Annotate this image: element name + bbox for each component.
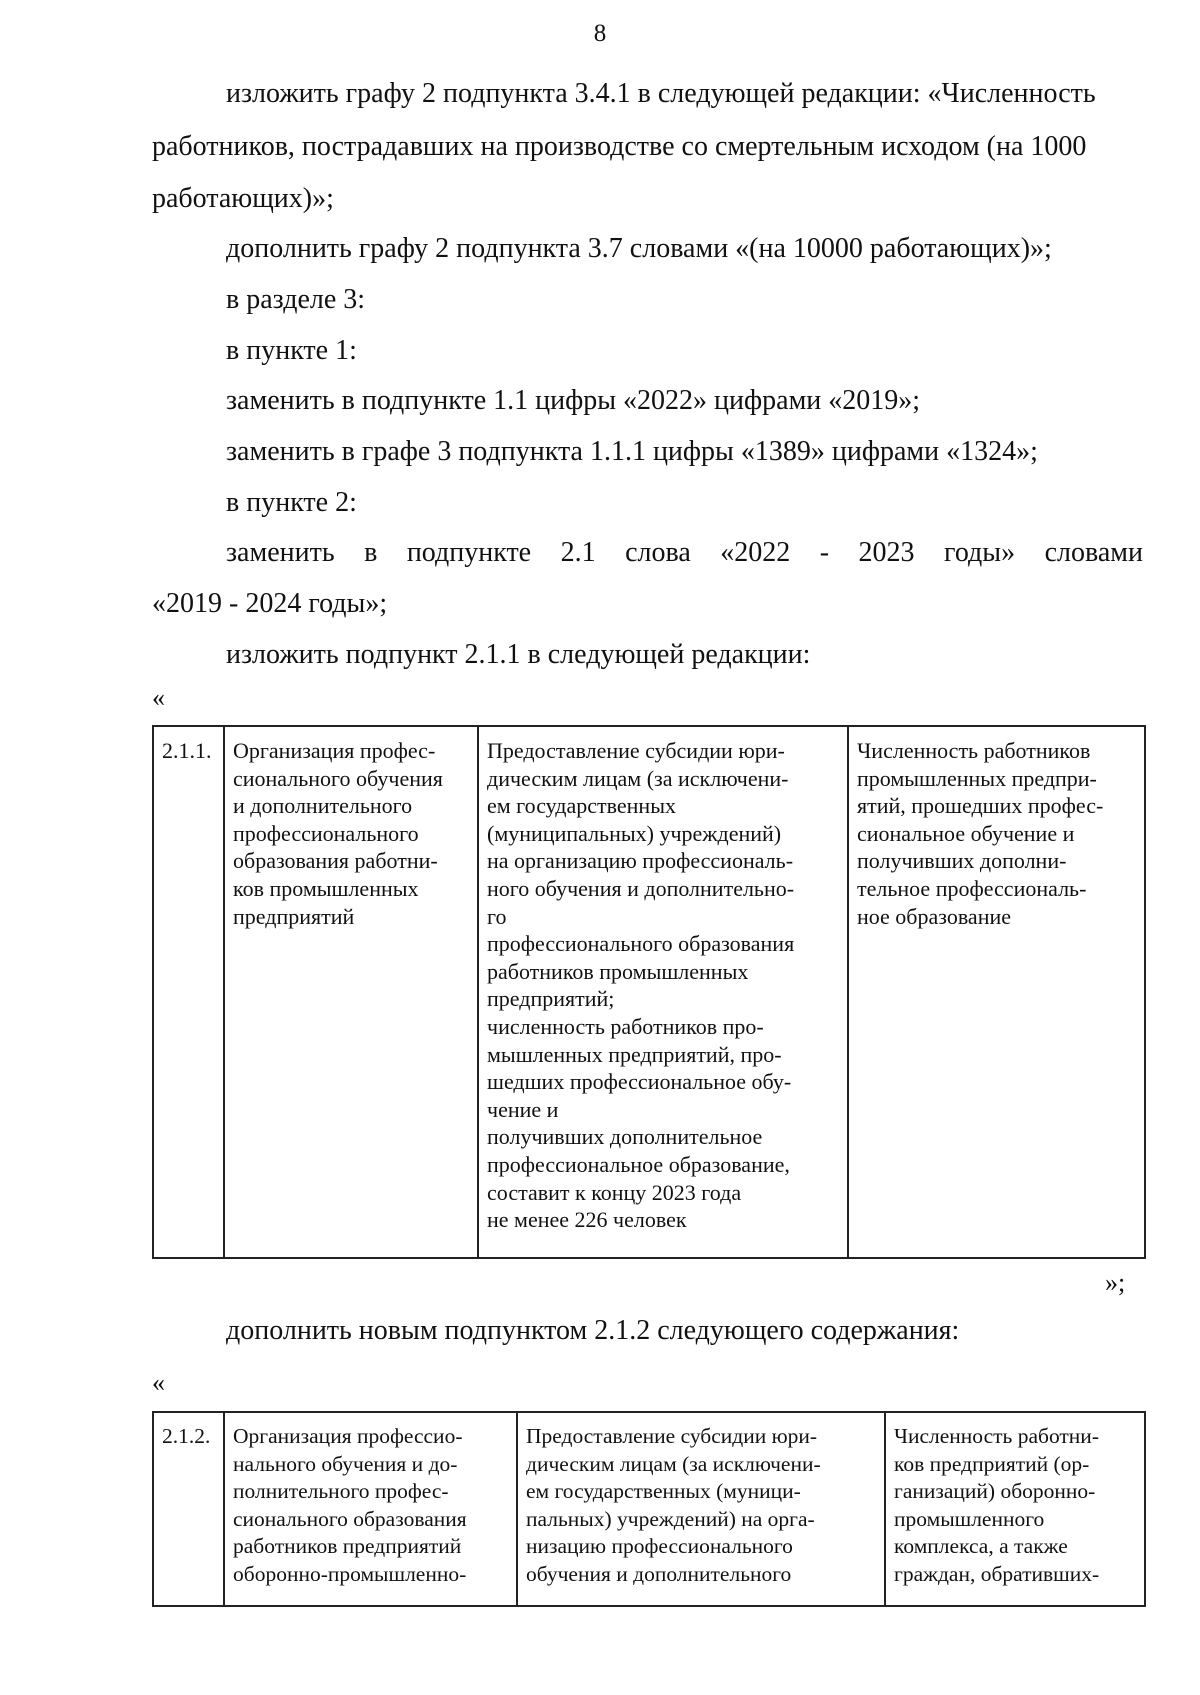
- indicator-cell: Численность работни- ков предприятий (ор- ганизаций) оборонно- промышленного комплекса, а также граждан, обративших-: [885, 1412, 1145, 1606]
- word: подпункте: [406, 537, 532, 568]
- paragraph: в пункте 2:: [226, 487, 357, 518]
- paragraph-line: работников, пострадавших на производстве со смертельным исходом (на 1000: [152, 131, 1087, 162]
- word: годы»: [944, 537, 1016, 568]
- word: слова: [625, 537, 691, 568]
- opening-quote: «: [152, 1368, 165, 1397]
- paragraph: в разделе 3:: [226, 284, 366, 315]
- opening-quote: «: [152, 683, 165, 712]
- paragraph: заменить в подпункте 1.1 цифры «2022» цифрами «2019»;: [226, 385, 921, 416]
- closing-quote: »;: [1105, 1268, 1126, 1297]
- activity-cell: Организация профес- сионального обучения и дополнительного профессионального образования работни- ков промышленных предприятий: [224, 726, 478, 1258]
- word: в: [364, 537, 378, 568]
- paragraph-line: «2019 - 2024 годы»;: [152, 588, 388, 619]
- indicator-cell: Численность работников промышленных предпри- ятий, прошедших профес- сиональное обучение и получивших дополни- тельное профессиональ- ное образование: [848, 726, 1145, 1258]
- word: 2023: [858, 537, 915, 568]
- word: заменить: [226, 537, 335, 568]
- description-cell: Предоставление субсидии юри- дическим лицам (за исключени- ем государственных (муниципальных) учреждений) на организацию профессиональ- ного обучения и дополнительно- го профессионального образования работников промышленных предприятий; численность работников про- мышленных предприятий, про- шедших профессиональное обу- чение и получивших дополнительное профессиональное образование, составит к концу 2023 года не менее 226 человек: [478, 726, 848, 1258]
- subitem-table-2-1-2: [152, 1411, 1146, 1607]
- table-row: [153, 726, 1145, 1258]
- word: -: [819, 537, 830, 568]
- activity-cell: Организация профессио- нального обучения и до- полнительного профес- сионального образования работников предприятий оборонно-промышленно-: [224, 1412, 517, 1606]
- row-number-cell: 2.1.2.: [153, 1412, 224, 1606]
- paragraph-line: изложить графу 2 подпункта 3.4.1 в следующей редакции: «Численность: [226, 78, 1096, 109]
- word: 2.1: [560, 537, 596, 568]
- paragraph: изложить подпункт 2.1.1 в следующей редакции:: [226, 639, 811, 670]
- subitem-table-2-1-1: [152, 725, 1146, 1259]
- paragraph: заменить в графе 3 подпункта 1.1.1 цифры «1389» цифрами «1324»;: [226, 436, 1038, 467]
- paragraph: дополнить графу 2 подпункта 3.7 словами «(на 10000 работающих)»;: [226, 233, 1052, 264]
- paragraph-line: работающих)»;: [152, 183, 334, 214]
- row-number-cell: 2.1.1.: [153, 726, 224, 1258]
- paragraph: дополнить новым подпунктом 2.1.2 следующего содержания:: [226, 1315, 960, 1346]
- justified-line: [226, 536, 1143, 570]
- word: «2022: [720, 537, 791, 568]
- paragraph: в пункте 1:: [226, 335, 357, 366]
- table-row: [153, 1412, 1145, 1606]
- description-cell: Предоставление субсидии юри- дическим лицам (за исключени- ем государственных (муници- пальных) учреждений) на орга- низацию профессионального обучения и дополнительного: [517, 1412, 885, 1606]
- page-number: 8: [593, 20, 607, 47]
- word: словами: [1044, 537, 1143, 568]
